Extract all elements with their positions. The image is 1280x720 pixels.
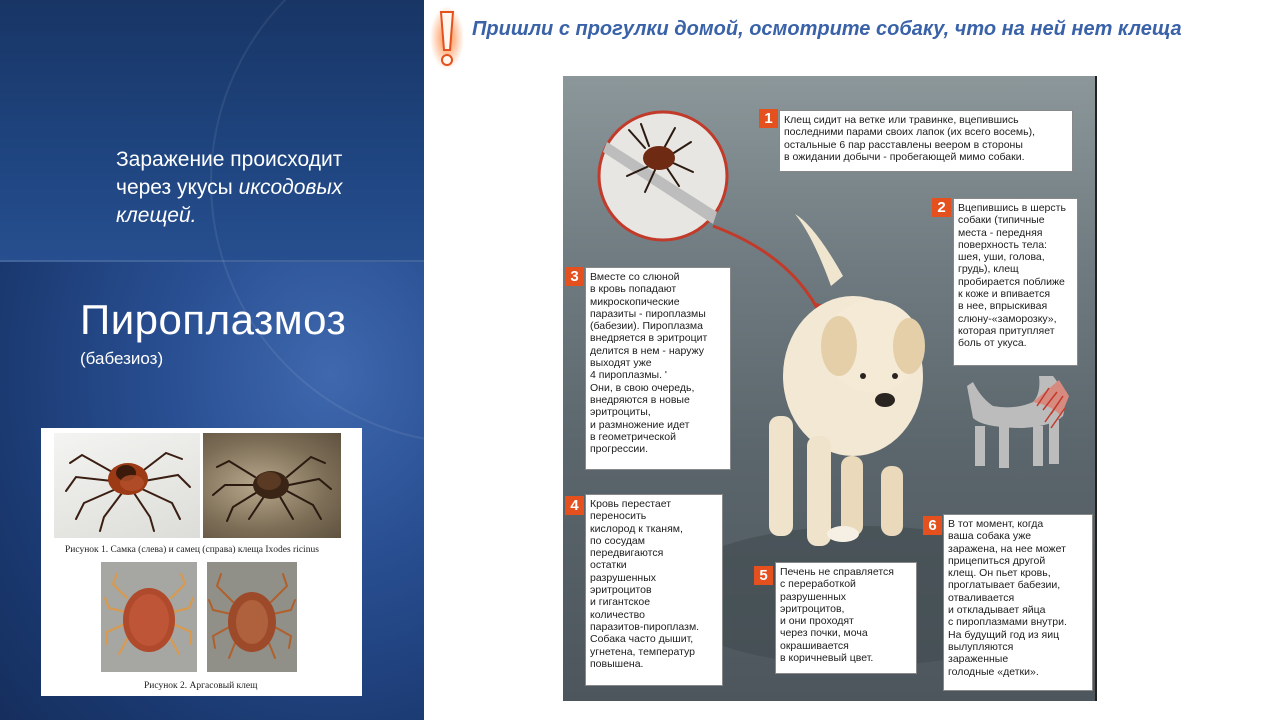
argas-tick-photo-2: [207, 562, 297, 672]
intro-line-2-plain: через укусы: [116, 176, 239, 199]
step-1-text: Клещ сидит на ветке или травинке, вцепившись последними парами своих лапок (их всего восемь), остальные 6 пар расставлены веером в стороны в ожидании добычи - пробегающей мимо собаки.: [779, 110, 1073, 172]
puppy: [769, 214, 925, 546]
step-5-text: Печень не справляется с переработкой разрушенных эритроцитов, и они проходят через почки, моча окрашивается в коричневый цвет.: [775, 562, 917, 674]
intro-line-3: [116, 202, 406, 230]
argas-tick-photo-1: [101, 562, 197, 672]
intro-line-3-italic: клещей.: [116, 204, 197, 227]
infographic: [563, 76, 1097, 701]
divider-line: [1095, 76, 1097, 701]
intro-text: [116, 146, 406, 230]
slide-title: Пироплазмоз: [80, 296, 347, 343]
step-4-number: 4: [565, 496, 584, 515]
male-tick-photo: [203, 433, 341, 538]
magnifier-circle: [599, 112, 727, 240]
step-4-text: Кровь перестает переносить кислород к тканям, по сосудам передвигаются остатки разрушенных эритроцитов и гигантское количество паразитов-пироплазм. Собака часто дышит, угнетена, температур повышена.: [585, 494, 723, 686]
step-6-text: В тот момент, когда ваша собака уже заражена, на нее может прицепиться другой клещ. Он пьет кровь, проглатывает бабезии, отваливается и откладывает яйца с пироплазмами внутри. На будущий год из яиц вылупляются зараженные голодные «детки».: [943, 514, 1093, 691]
slide-subtitle: (бабезиоз): [80, 349, 164, 368]
step-1-number: 1: [759, 109, 778, 128]
step-2-text: Вцепившись в шерсть собаки (типичные места - передняя поверхность тела: шея, уши, голова, грудь), клещ пробирается поближе к коже и впивается в нее, впрыскивая слюну-«заморозку», которая притупляет боль от укуса.: [953, 198, 1078, 366]
warning-text: Пришли с прогулки домой, осмотрите собаку, что на ней нет клеща: [472, 18, 1182, 40]
exclamation-icon: [430, 6, 464, 70]
female-tick-photo: [54, 433, 200, 538]
step-2-number: 2: [932, 198, 951, 217]
figure-1-caption: Рисунок 1. Самка (слева) и самец (справа) клеща Ixodes ricinus: [65, 545, 319, 555]
step-3-text: Вместе со слюной в кровь попадают микроскопические паразиты - пироплазмы (бабезии). Пироплазма внедряется в эритроцит делится в нем - наружу выходят уже 4 пироплазмы. ' Они, в свою очередь, внедряются в новые эритроциты, и размножение идет в геометрической прогрессии.: [585, 267, 731, 470]
step-6-number: 6: [923, 516, 942, 535]
tick-photos-card: [41, 428, 362, 696]
figure-2-caption: Рисунок 2. Аргасовый клещ: [144, 681, 258, 691]
step-3-number: 3: [565, 267, 584, 286]
dog-silhouette: [967, 376, 1069, 468]
intro-line-2-italic: иксодовых: [238, 176, 343, 199]
intro-line-2: [116, 174, 406, 202]
step-5-number: 5: [754, 566, 773, 585]
intro-line-1: Заражение происходит: [116, 148, 343, 171]
